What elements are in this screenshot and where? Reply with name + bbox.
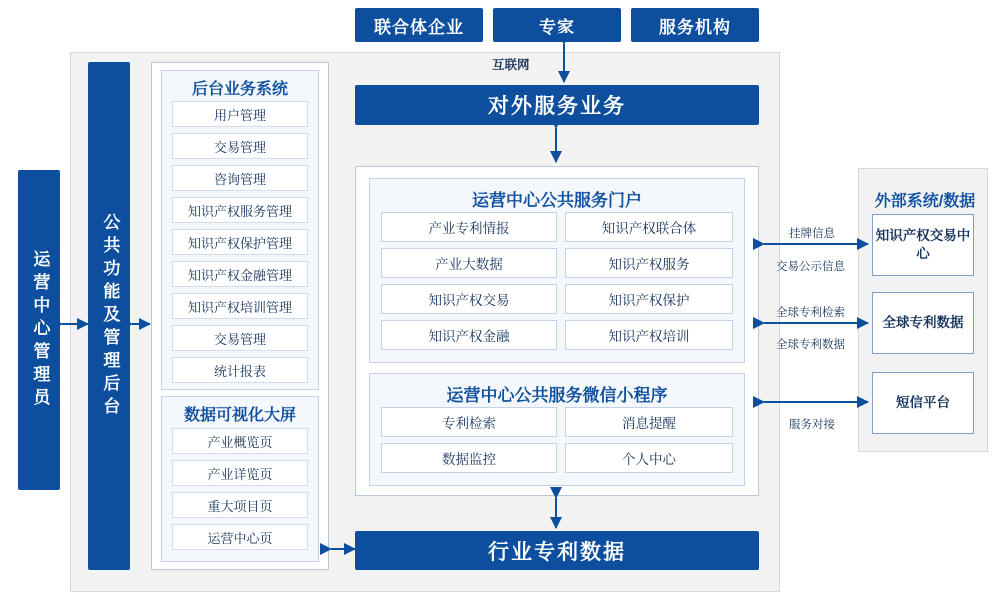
top-entity-alliance[interactable]: 联合体企业	[355, 8, 483, 42]
external-service-bar: 对外服务业务	[355, 85, 759, 125]
connector-label-global-patent-data: 全球专利数据	[776, 339, 845, 351]
operator-admin-bar: 运营中心管理员	[18, 170, 60, 490]
visual-item[interactable]: 产业概览页	[172, 428, 308, 454]
miniprogram-item[interactable]: 个人中心	[565, 443, 733, 473]
backend-item[interactable]: 用户管理	[172, 101, 308, 127]
miniprogram-item[interactable]: 专利检索	[381, 407, 557, 437]
common-functions-bar: 公共功能及管理后台	[88, 62, 130, 570]
miniprogram-item[interactable]: 数据监控	[381, 443, 557, 473]
visual-item[interactable]: 重大项目页	[172, 492, 308, 518]
industry-patent-data-bar: 行业专利数据	[355, 531, 759, 570]
portal-item[interactable]: 知识产权联合体	[565, 212, 733, 242]
public-service-portal-title: 运营中心公共服务门户	[472, 191, 642, 210]
portal-item[interactable]: 产业专利情报	[381, 212, 557, 242]
top-entity-service-org[interactable]: 服务机构	[631, 8, 759, 42]
portal-item[interactable]: 知识产权服务	[565, 248, 733, 278]
backend-system-title: 后台业务系统	[191, 81, 288, 98]
visual-item[interactable]: 产业详览页	[172, 460, 308, 486]
backend-item[interactable]: 知识产权保护管理	[172, 229, 308, 255]
portal-item[interactable]: 知识产权保护	[565, 284, 733, 314]
arrow-service-to-portal	[548, 126, 572, 166]
backend-item[interactable]: 知识产权金融管理	[172, 261, 308, 287]
backend-item[interactable]: 交易管理	[172, 133, 308, 159]
external-item-label: 知识产权交易中心	[875, 227, 971, 261]
portal-item[interactable]: 知识产权培训	[565, 320, 733, 350]
miniprogram-title: 运营中心公共服务微信小程序	[446, 386, 668, 405]
external-item-ip-exchange[interactable]	[872, 214, 974, 276]
arrow-to-sms-platform	[762, 393, 872, 413]
backend-item[interactable]: 交易管理	[172, 325, 308, 351]
external-item-label: 全球专利数据	[882, 314, 964, 330]
external-item-global-patent[interactable]	[872, 292, 974, 354]
connector-label-transaction-public-info: 交易公示信息	[776, 261, 845, 273]
portal-item[interactable]: 产业大数据	[381, 248, 557, 278]
portal-item[interactable]: 知识产权交易	[381, 284, 557, 314]
top-entity-expert[interactable]: 专家	[493, 8, 621, 42]
visual-item[interactable]: 运营中心页	[172, 524, 308, 550]
arrow-internet	[556, 42, 580, 86]
external-item-label: 短信平台	[896, 394, 950, 410]
connector-label-listing-info: 挂牌信息	[789, 228, 835, 240]
internet-label: 互联网	[492, 58, 530, 72]
external-systems-title: 外部系统/数据	[874, 193, 976, 210]
backend-item[interactable]: 统计报表	[172, 357, 308, 383]
arrow-portal-to-data	[548, 496, 572, 532]
backend-item[interactable]: 知识产权培训管理	[172, 293, 308, 319]
connector-label-service-docking: 服务对接	[789, 419, 835, 431]
backend-item[interactable]: 咨询管理	[172, 165, 308, 191]
connector-label-global-patent-search: 全球专利检索	[776, 307, 845, 319]
portal-item[interactable]: 知识产权金融	[381, 320, 557, 350]
backend-item[interactable]: 知识产权服务管理	[172, 197, 308, 223]
arrow-visual-to-data	[329, 540, 359, 560]
data-visualization-title: 数据可视化大屏	[183, 407, 296, 424]
miniprogram-item[interactable]: 消息提醒	[565, 407, 733, 437]
external-item-sms[interactable]	[872, 372, 974, 434]
